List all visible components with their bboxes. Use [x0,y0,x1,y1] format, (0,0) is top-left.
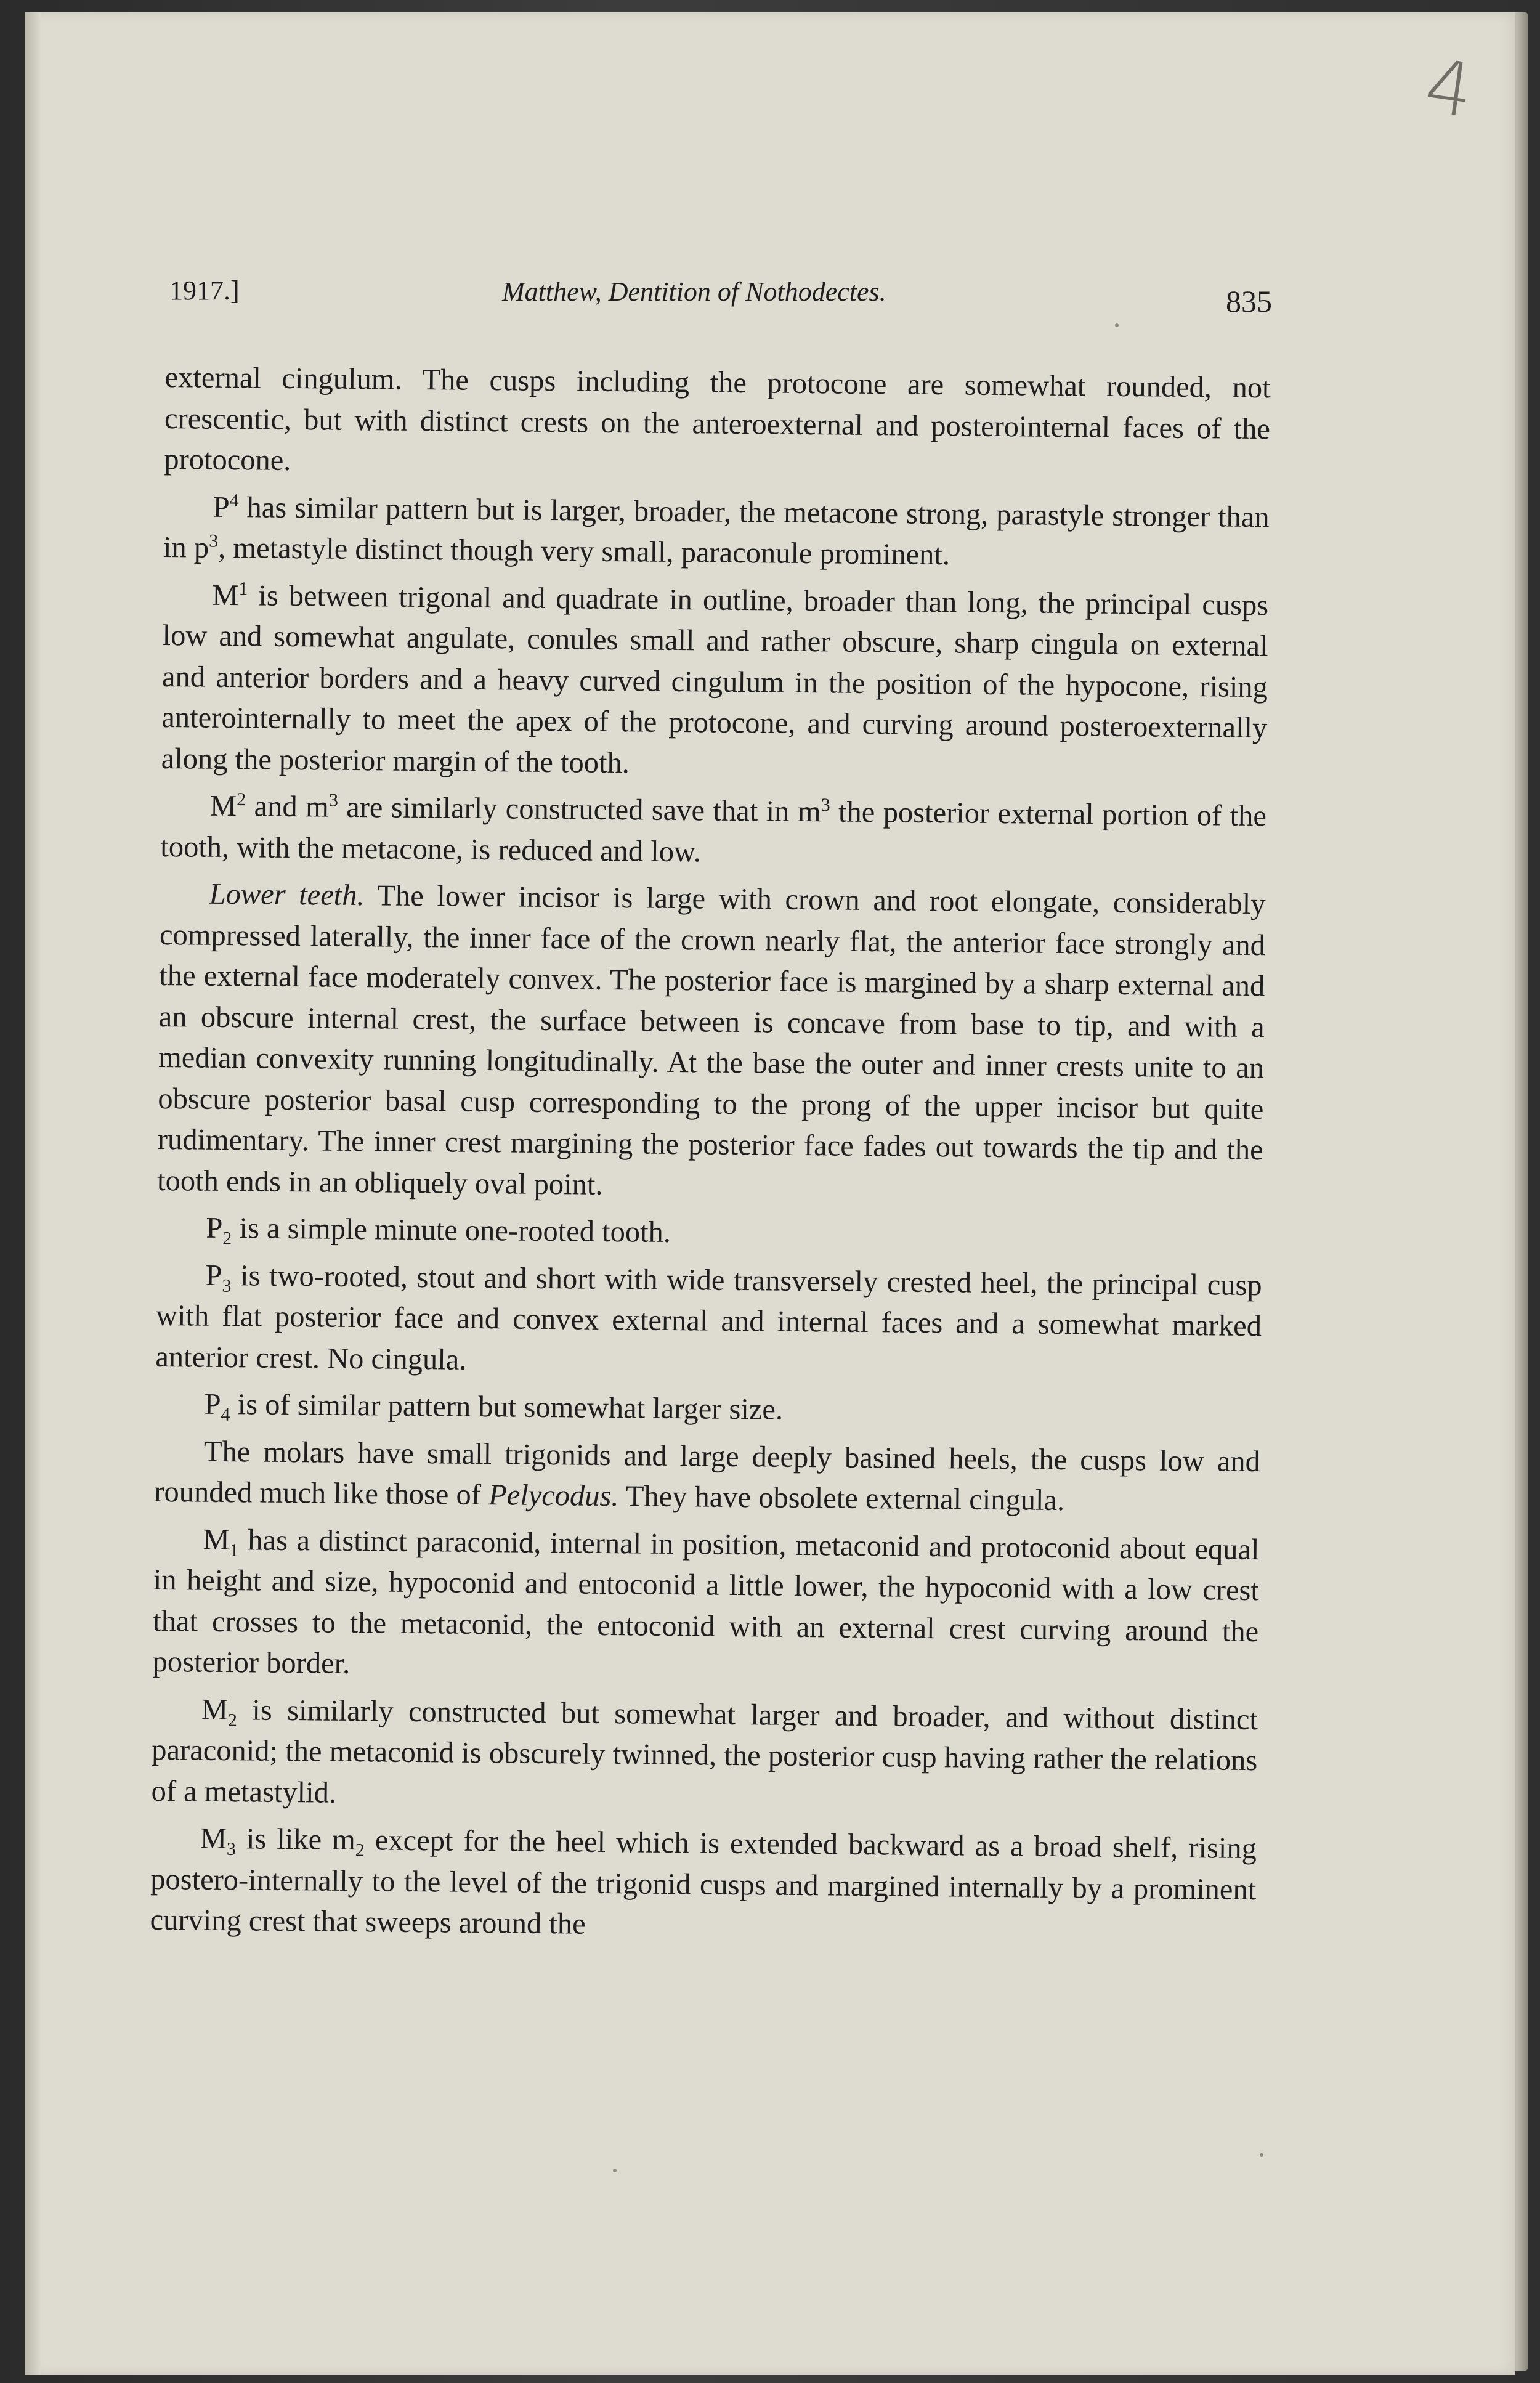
text-run: 4 [229,490,239,511]
text-run: Pelycodus. [488,1479,619,1513]
paragraph-p9 [154,1431,1260,1523]
text-run: has similar pattern but is larger, broader, the metacone strong, parastyle stronger than in p [163,490,1270,564]
text-run: M [200,1822,227,1856]
paragraph-p2 [163,486,1270,578]
text-run: 3 [209,530,219,551]
text-run: 2 [355,1840,365,1861]
text-run: 4 [221,1404,230,1425]
text-run: external cingulum. The cusps including the protocone are somewhat rounded, not crescentic, but with distinct crests on the anteroexternal and posterointernal faces of the protocone. [164,360,1271,477]
text-run: 1 [238,578,248,599]
paragraph-p8 [155,1384,1261,1435]
text-run: 3 [226,1838,237,1859]
text-run: , metastyle distinct though very small, paraconule prominent. [217,531,950,572]
text-run: M [203,1523,230,1556]
paragraph-p7 [155,1254,1262,1388]
text-run: has a distinct paraconid, internal in position, metaconid and protoconid about equal in height and size, hypoconid and entoconid a little lower, the hypoconid with a low crest that crosses to the metaconid, the entoconid with an external crest curving around the posterior border. [152,1523,1260,1680]
body-text [150,357,1271,1958]
paragraph-p5 [157,874,1266,1212]
paper-speck [1260,2153,1263,2157]
paper-speck [613,2169,617,2172]
text-run: The molars have small trigonids and large deeply basined heels, the cusps low and rounded much like those of [154,1435,1261,1512]
book-page [25,12,1515,2375]
text-run: 3 [821,795,830,816]
text-run: P [204,1387,221,1421]
paragraph-p10 [152,1519,1259,1693]
paragraph-p11 [151,1689,1258,1822]
header-running-title: Matthew, Dentition of Nothodectes. [502,277,886,307]
text-run: They have obsolete external cingula. [618,1480,1065,1517]
text-run: P [213,490,230,524]
text-run: is a simple minute one-rooted tooth. [232,1212,671,1249]
text-run: except for the heel which is extended backward as a broad shelf, rising postero-internally to the level of the trigonid cusps and margined internally by a prominent curving crest that sweeps around the [150,1824,1257,1941]
text-run: 3 [222,1275,232,1296]
text-run: and m [245,790,330,824]
text-run: is similarly constructed but somewhat larger and broader, and without distinct paraconid; the metaconid is obscurely twinned, the posterior cusp having rather the relations of a metastylid. [151,1693,1258,1809]
text-run: is like m [235,1822,356,1857]
text-run: M [212,578,239,612]
text-run: are similarly constructed save that in m [338,790,821,829]
text-run: the posterior external portion of the tooth, with the metacone, is reduced and low. [160,795,1267,868]
text-run: P [206,1211,223,1244]
paragraph-p4 [160,786,1266,878]
paragraph-p3 [161,574,1268,790]
handwritten-folio-number: 4 [1419,43,1478,135]
header-page-number: 835 [1226,284,1272,319]
text-run: 1 [229,1540,239,1561]
text-run: is two-rooted, stout and short with wide transversely crested heel, the principal cusp with flat posterior face and convex external and internal faces and a somewhat marked anterior crest. No cingula. [155,1259,1262,1376]
text-run: 2 [237,789,246,810]
page-gutter [25,12,41,2375]
running-header [169,271,1272,320]
paper-speck [1115,323,1119,327]
text-run: M [209,789,237,823]
text-run: is between trigonal and quadrate in outline, broader than long, the principal cusps low and somewhat angulate, conules small and rather obscure, sharp cingula on external and anterior borders and a heavy curved cingulum in the position of the hypocone, rising anterointernally to meet the apex of the protocone, and curving around posteroexternally along the posterior margin of the tooth. [161,578,1269,779]
paragraph-p6 [156,1208,1263,1259]
text-run: P [205,1259,222,1292]
text-run: 2 [222,1228,232,1249]
text-run: The lower incisor is large with crown and root elongate, considerably compressed laterally, the inner face of the crown nearly flat, the anterior face strongly and the external face moderately convex. The posterior face is margined by a sharp external and an obscure internal crest, the surface between is concave from base to tip, and with a median convexity running longitudinally. At the base the outer and inner crests unite to an obscure posterior basal cusp corresponding to the prong of the upper incisor but quite rudimentary. The inner crest margining the posterior face fades out towards the tip and the tooth ends in an obliquely oval point. [156,879,1266,1201]
header-year: 1917.] [169,275,240,306]
text-run: 2 [227,1710,238,1731]
text-run: M [201,1693,229,1726]
text-run: Lower teeth. [209,877,365,912]
text-run: is of similar pattern but somewhat larger size. [230,1388,784,1426]
text-run: 3 [328,790,339,811]
paragraph-p12 [150,1818,1257,1952]
paragraph-p1 [164,357,1271,491]
